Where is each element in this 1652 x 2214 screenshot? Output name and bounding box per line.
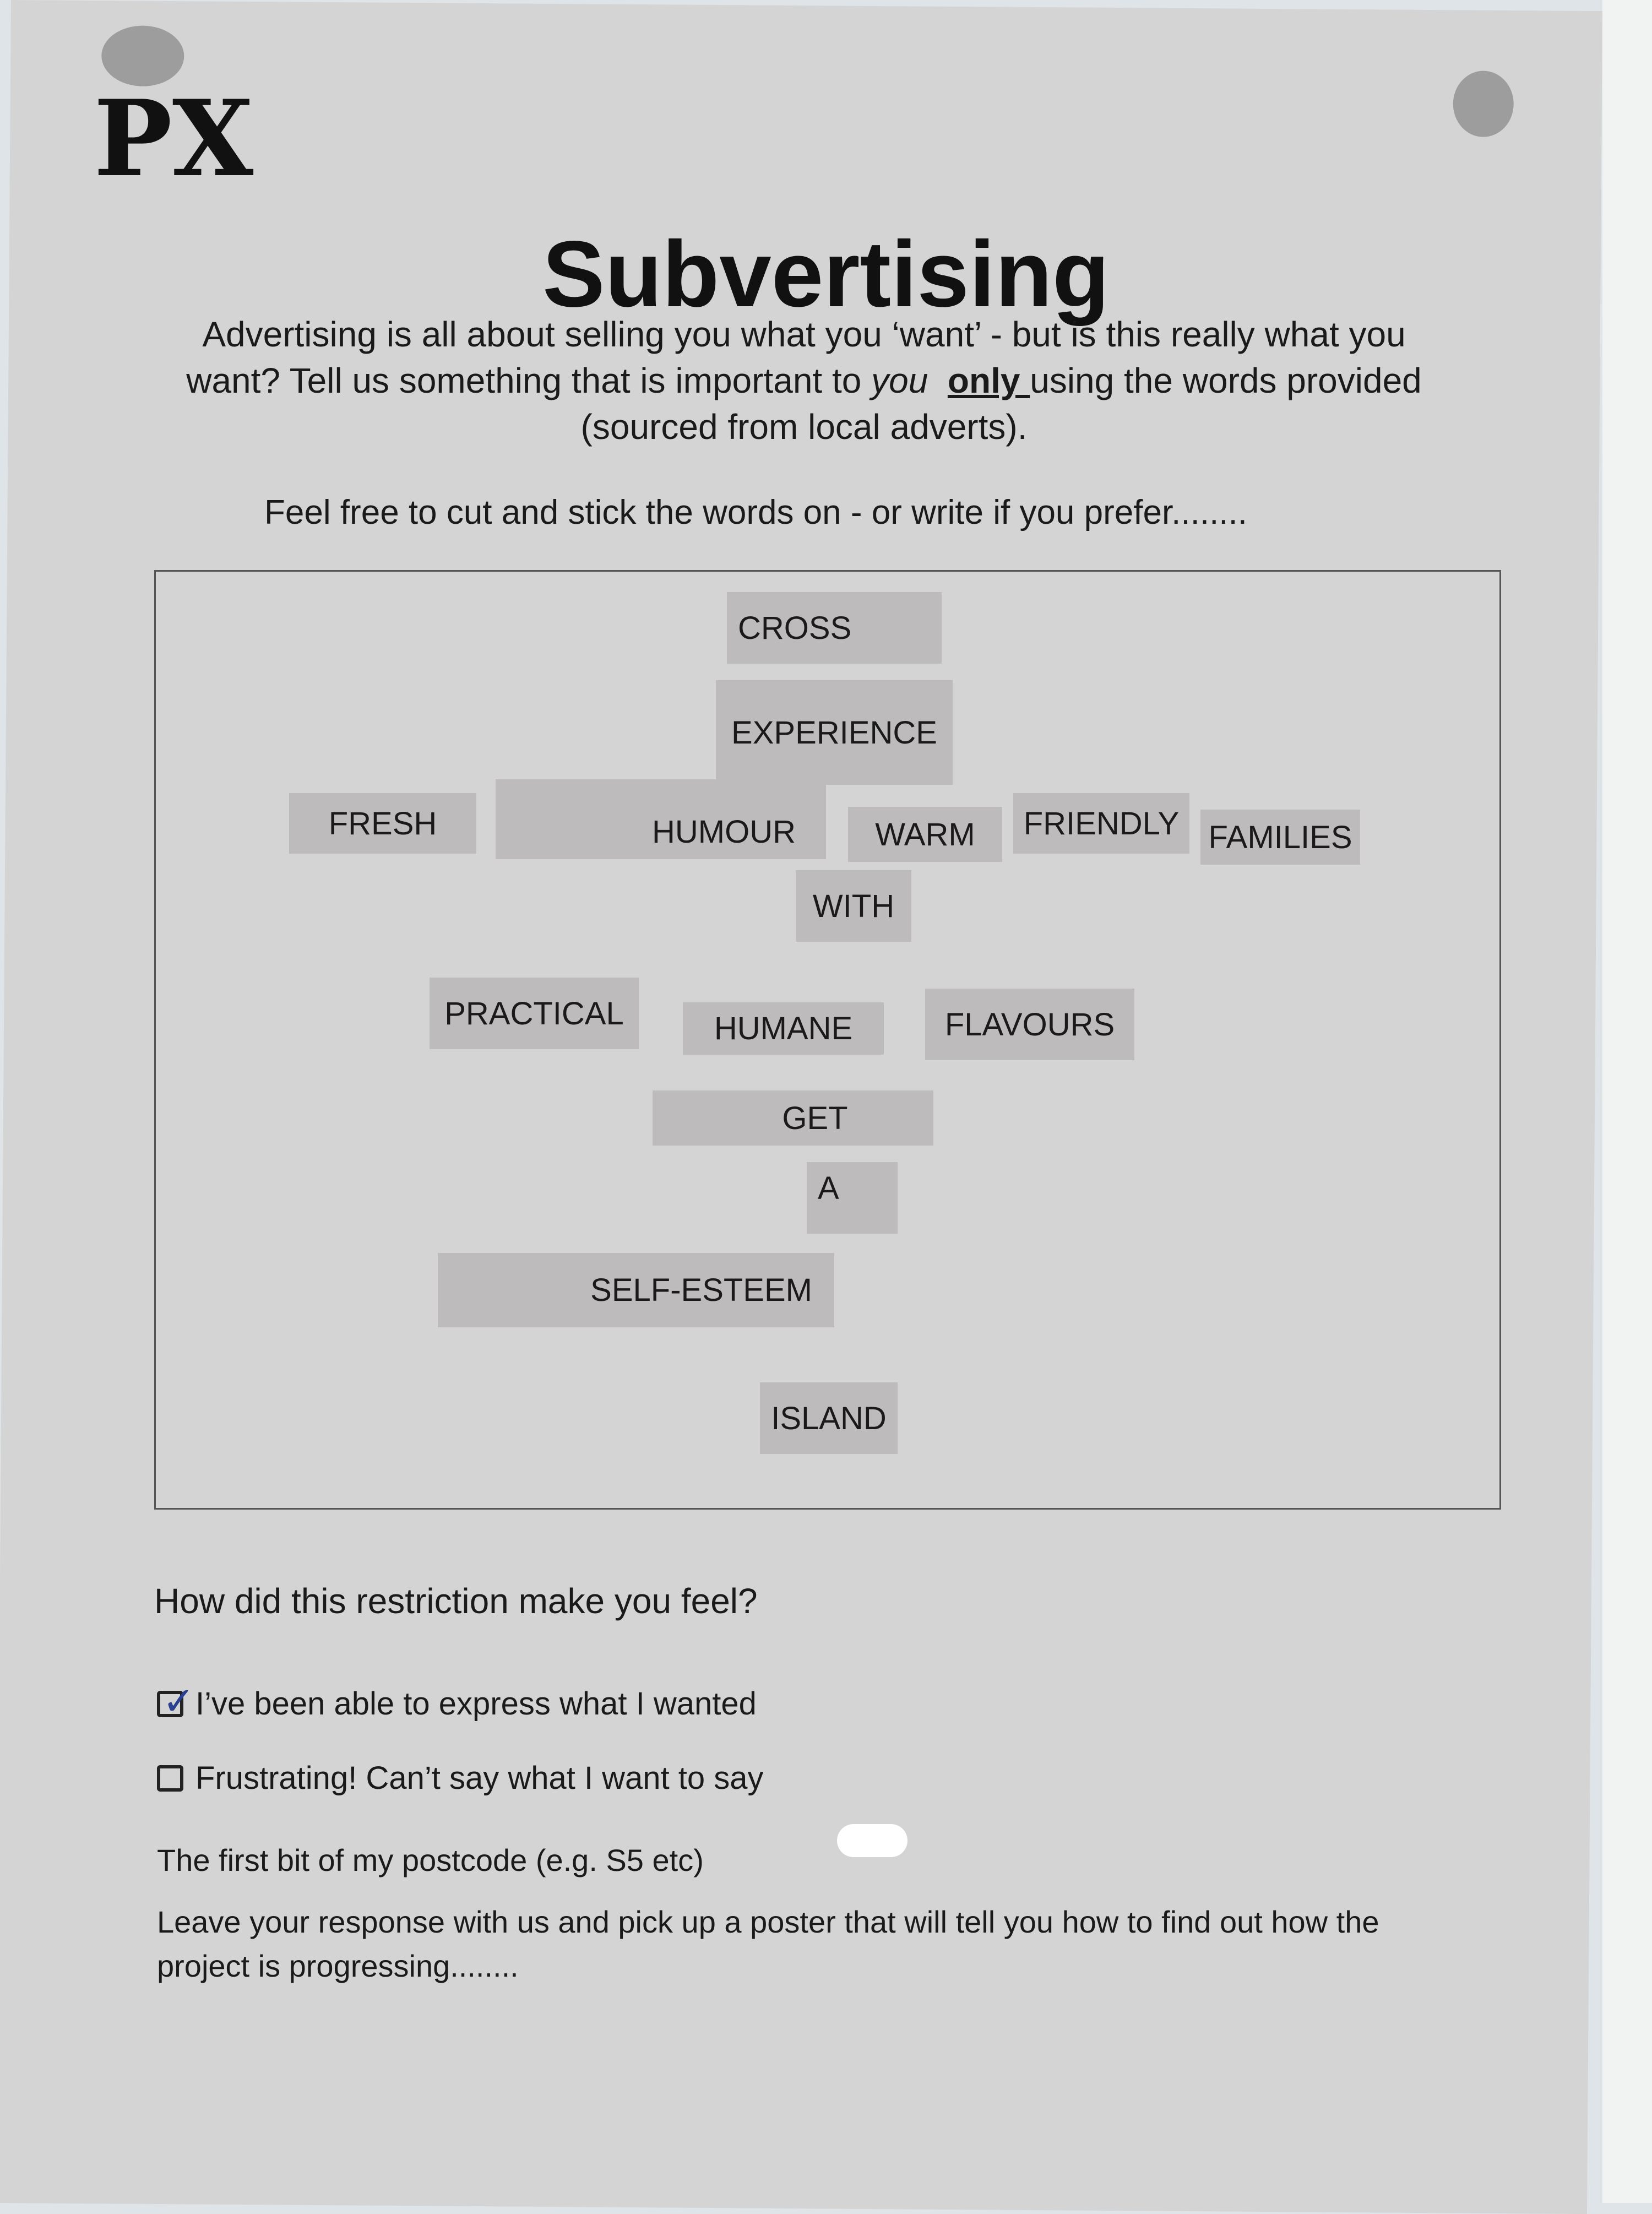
word-flavours: FLAVOURS (925, 989, 1134, 1060)
option-expressed-label: I’ve been able to express what I wanted (195, 1686, 757, 1722)
word-get: GET (653, 1090, 933, 1146)
intro-text (165, 311, 1443, 450)
word-families: FAMILIES (1200, 810, 1360, 865)
word-a: A (807, 1162, 898, 1234)
intro-part1: Advertising is all about selling you what you ‘want’ - but is this really what you want? Tell us something that is important to (186, 314, 1406, 400)
option-expressed[interactable] (157, 1679, 757, 1723)
px-logo: PX (94, 77, 254, 200)
intro-part2: using the words provided (sourced from local adverts). (580, 361, 1422, 447)
intro-you: you (871, 361, 928, 400)
word-with: WITH (796, 870, 911, 942)
word-friendly: FRIENDLY (1013, 793, 1189, 854)
word-self-esteem: SELF-ESTEEM (438, 1253, 834, 1327)
word-fresh: FRESH (289, 793, 476, 854)
word-cross: CROSS (727, 592, 942, 664)
option-frustrating-label: Frustrating! Can’t say what I want to say (195, 1760, 764, 1796)
page-title: Subvertising (542, 222, 1110, 327)
tack-mark (1453, 70, 1514, 137)
wall-background (1602, 0, 1652, 2203)
intro-only: only (947, 361, 1030, 400)
word-humour: HUMOUR (496, 779, 826, 859)
word-experience: EXPERIENCE (716, 680, 953, 785)
word-practical: PRACTICAL (430, 978, 639, 1049)
instruction-text: Feel free to cut and stick the words on - or write if you prefer........ (264, 493, 1247, 531)
word-warm: WARM (848, 807, 1002, 862)
checkbox-expressed[interactable] (157, 1679, 195, 1723)
postcode-redaction (837, 1824, 907, 1857)
leave-response-text: Leave your response with us and pick up a poster that will tell you how to find out how the project is progressing........ (157, 1904, 1379, 1983)
postcode-label: The first bit of my postcode (e.g. S5 etc) (157, 1843, 704, 1877)
checkbox-frustrating[interactable] (157, 1765, 183, 1792)
option-frustrating[interactable] (157, 1760, 764, 1797)
check-mark-icon: ✓ (162, 1679, 195, 1723)
word-island: ISLAND (760, 1382, 898, 1454)
feeling-question: How did this restriction make you feel? (154, 1581, 758, 1621)
word-humane: HUMANE (683, 1002, 884, 1055)
